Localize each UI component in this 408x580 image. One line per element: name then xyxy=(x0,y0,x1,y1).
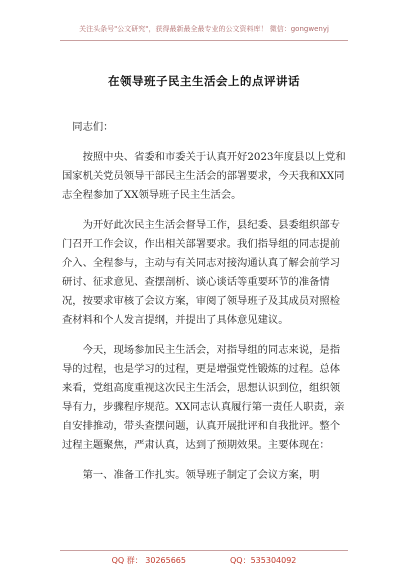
paragraph: 按照中央、省委和市委关于认真开好2023年度县以上党和国家机关党员领导干部民主生活会的部署要求，今天我和XX同志全程参加了XX领导班子民主生活会。 xyxy=(62,151,346,201)
footer-divider xyxy=(60,550,348,551)
header-divider xyxy=(60,40,348,41)
salutation: 同志们： xyxy=(72,121,114,133)
paragraph: 第一、准备工作扎实。领导班子制定了会议方案，明 xyxy=(82,469,320,481)
document-body xyxy=(62,118,348,485)
page-header-banner: 关注头条号"公文研究"，获得最新最全最专业的公文资料库！ 微信：gongwenyj xyxy=(79,25,329,33)
paragraph: 今天，现场参加民主生活会，对指导组的同志来说，是指导的过程，也是学习的过程，更是增强党性锻炼的过程。总体来看，党组高度重视这次民主生活会，思想认识到位，组织领导有力，步骤程序规范。XX同志认真履行第一责任人职责，亲自安排推动，带头查摆问题，认真开展批评和自我批评。整个过程主题聚焦，严肃认真，达到了预期效果。主要体现在： xyxy=(62,344,345,451)
paragraph: 为开好此次民主生活会督导工作，县纪委、县委组织部专门召开工作会议，作出相关部署要求。我们指导组的同志提前介入、全程参与，主动与有关同志对接沟通认真了解会前学习研讨、征求意见、查摆剖析、谈心谈话等重要环节的准备情况，按要求审核了会议方案，审阅了领导班子及其成员对照检查材料和个人发言提纲，并提出了具体意见建议。 xyxy=(62,219,341,326)
footer-qq-group: QQ 群： 30265665 xyxy=(111,556,186,565)
document-title: 在领导班子民主生活会上的点评讲话 xyxy=(108,74,300,88)
footer-qq-number: QQ：535304092 xyxy=(230,556,297,565)
page-footer xyxy=(0,555,408,566)
